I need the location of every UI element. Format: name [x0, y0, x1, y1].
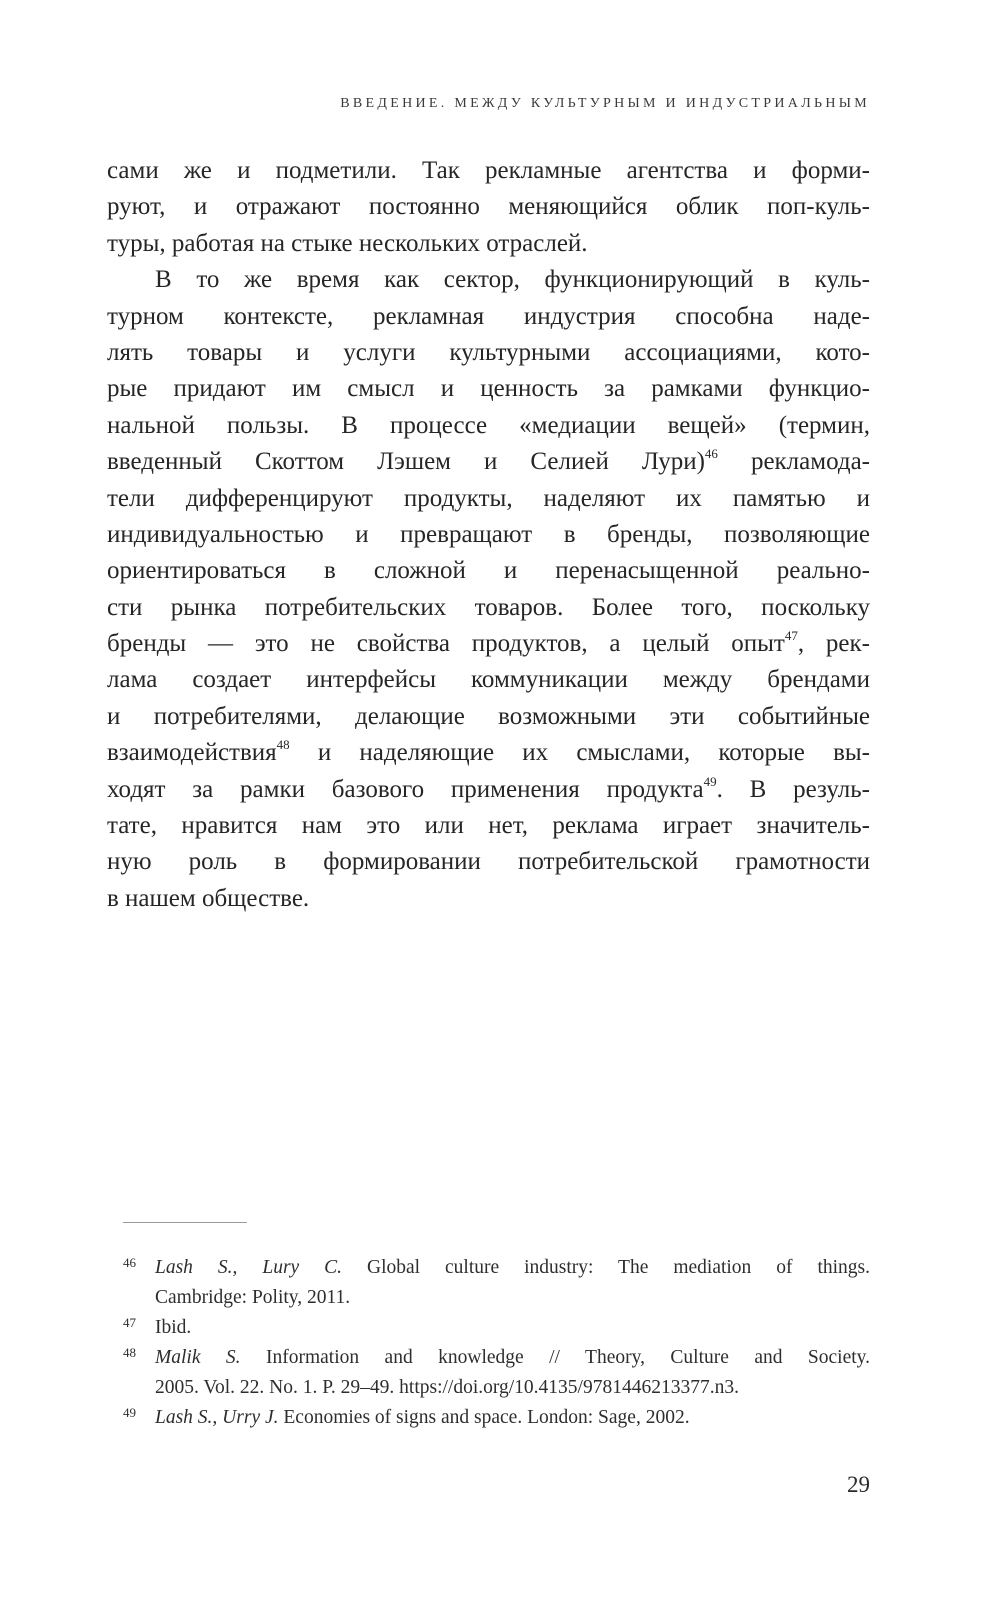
text-line: рые придают им смысл и ценность за рамками функцио- [107, 375, 870, 403]
footnote-text: Information and knowledge // Theory, Culture and Society. [265, 1347, 870, 1368]
footnote-line [155, 1343, 870, 1373]
footnote-ref: 49 [703, 773, 717, 789]
footnote-line: 2005. Vol. 22. No. 1. P. 29–49. https://doi.org/10.4135/9781446213377.n3. [155, 1377, 739, 1398]
text-line: тате, нравится нам это или нет, реклама играет значитель- [107, 812, 870, 840]
text-line [107, 772, 870, 808]
text-line: лама создает интерфейсы коммуникации между брендами [107, 666, 870, 694]
text-line: индивидуальностью и превращают в бренды, позволяющие [107, 520, 870, 548]
footnote-authors: Lash S., Lury C. [155, 1257, 343, 1278]
text-line: сами же и подметили. Так рекламные агентства и форми- [107, 157, 870, 184]
text-line: В то же время как сектор, функционирующий в куль- [155, 266, 870, 294]
text-fragment: бренды — это не свойства продуктов, а целый опыт [107, 630, 785, 658]
footnote-line [155, 1253, 870, 1283]
footnotes [123, 1253, 870, 1433]
text-fragment: и наделяющие их смыслами, которые вы- [289, 739, 870, 767]
text-fragment: рекламода- [750, 448, 870, 476]
text-line [107, 735, 870, 771]
footnote-line [155, 1403, 870, 1433]
footnote-ref: 46 [704, 446, 718, 462]
text-fragment: ходят за рамки базового применения продукта [107, 775, 704, 803]
page-number: 29 [847, 1472, 870, 1497]
footnote-authors: Lash S., Urry J. [155, 1407, 279, 1428]
footnote [123, 1343, 870, 1403]
text-line: ориентироваться в сложной и перенасыщенной реально- [107, 557, 870, 585]
footnote-line: Cambridge: Polity, 2011. [155, 1287, 351, 1308]
text-line: лять товары и услуги культурными ассоциациями, кото- [107, 338, 870, 366]
text-line: тели дифференцируют продукты, наделяют их памятью и [107, 484, 870, 512]
text-line [107, 626, 870, 662]
text-line: и потребителями, делающие возможными эти событийные [107, 702, 870, 730]
text-line: туры, работая на стыке нескольких отраслей. [107, 229, 588, 257]
text-line [107, 444, 870, 480]
footnote-authors: Malik S. [155, 1347, 241, 1368]
text-line: ную роль в формировании потребительской грамотности [107, 848, 870, 876]
footnote-number: 48 [123, 1345, 136, 1360]
footnote [123, 1313, 870, 1343]
text-line: нальной пользы. В процессе «медиации вещей» (термин, [107, 411, 870, 439]
footnote-line: Ibid. [155, 1317, 192, 1338]
text-fragment: , рек- [797, 630, 870, 658]
text-line: сти рынка потребительских товаров. Более того, поскольку [107, 593, 870, 621]
footnote-text: Global culture industry: The mediation of things. [367, 1257, 871, 1278]
footnote-ref: 48 [276, 737, 290, 753]
text-line: в нашем обществе. [107, 884, 310, 912]
text-line: руют, и отражают постоянно меняющийся облик поп-куль- [107, 193, 870, 221]
footnote-ref: 47 [784, 628, 798, 644]
footnote [123, 1403, 870, 1433]
footnote-number: 46 [123, 1255, 136, 1270]
footnote-number: 47 [123, 1315, 136, 1330]
footnote-separator [123, 1222, 247, 1223]
text-fragment: взаимодействия [107, 739, 277, 767]
footnote-number: 49 [123, 1405, 136, 1420]
running-head: ВВЕДЕНИЕ. МЕЖДУ КУЛЬТУРНЫМ И ИНДУСТРИАЛЬНЫМ [340, 96, 870, 111]
body-text [107, 153, 870, 917]
text-line: турном контексте, рекламная индустрия способна наде- [107, 302, 870, 330]
footnote-text: Economies of signs and space. London: Sage, 2002. [283, 1407, 690, 1428]
text-fragment: введенный Скоттом Лэшем и Селией Лури) [107, 448, 705, 476]
footnote [123, 1253, 870, 1313]
text-fragment: . В резуль- [716, 775, 871, 803]
